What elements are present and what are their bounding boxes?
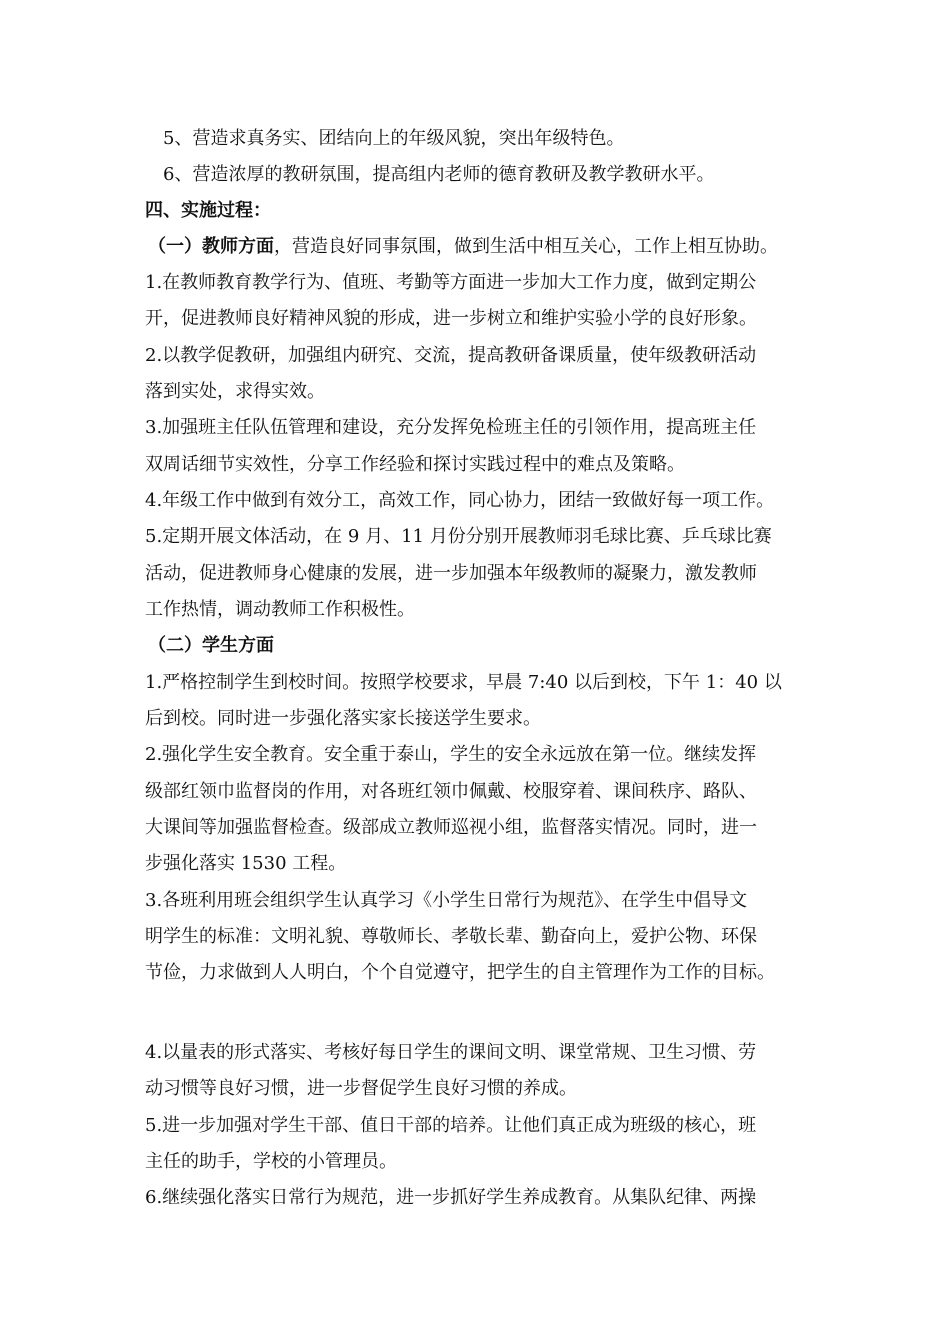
- goal-item-6: 6、营造浓厚的教研氛围，提高组内老师的德育教研及教学教研水平。: [163, 164, 715, 185]
- teacher-section-heading: [148, 233, 828, 261]
- student-item-4-line-1: 4.以量表的形式落实、考核好每日学生的课间文明、课堂常规、卫生习惯、劳: [145, 1042, 757, 1063]
- teacher-item-2-line-2: 落到实处，求得实效。: [145, 381, 325, 402]
- student-item-1-line-1: 1.严格控制学生到校时间。按照学校要求，早晨 7:40 以后到校，下午 1：40 以: [145, 672, 782, 693]
- student-item-6-line-1: 6.继续强化落实日常行为规范，进一步抓好学生养成教育。从集队纪律、两操: [145, 1187, 757, 1208]
- teacher-item-5-line-1: 5.定期开展文体活动，在 9 月、11 月份分别开展教师羽毛球比赛、乒乓球比赛: [145, 526, 772, 547]
- student-item-5-line-2: 主任的助手，学校的小管理员。: [145, 1151, 397, 1172]
- student-item-5-line-1: 5.进一步加强对学生干部、值日干部的培养。让他们真正成为班级的核心，班: [145, 1115, 757, 1136]
- student-item-3-line-1: 3.各班利用班会组织学生认真学习《小学生日常行为规范》、在学生中倡导文: [145, 890, 748, 911]
- teacher-item-1-line-2: 开，促进教师良好精神风貌的形成，进一步树立和维护实验小学的良好形象。: [145, 308, 757, 329]
- teacher-section-title: （一）教师方面: [148, 236, 274, 257]
- student-item-2-line-3: 大课间等加强监督检查。级部成立教师巡视小组，监督落实情况。同时，进一: [145, 817, 757, 838]
- student-section-heading: （二）学生方面: [148, 635, 274, 656]
- teacher-item-4: 4.年级工作中做到有效分工，高效工作，同心协力，团结一致做好每一项工作。: [145, 490, 775, 511]
- teacher-item-3-line-2: 双周话细节实效性，分享工作经验和探讨实践过程中的难点及策略。: [145, 454, 685, 475]
- goal-item-5: 5、营造求真务实、团结向上的年级风貌，突出年级特色。: [163, 128, 625, 149]
- student-item-2-line-1: 2.强化学生安全教育。安全重于泰山，学生的安全永远放在第一位。继续发挥: [145, 744, 757, 765]
- student-item-2-line-2: 级部红领巾监督岗的作用，对各班红领巾佩戴、校服穿着、课间秩序、路队、: [145, 781, 757, 802]
- student-item-4-line-2: 动习惯等良好习惯，进一步督促学生良好习惯的养成。: [145, 1078, 577, 1099]
- teacher-item-1-line-1: 1.在教师教育教学行为、值班、考勤等方面进一步加大工作力度，做到定期公: [145, 272, 757, 293]
- teacher-item-3-line-1: 3.加强班主任队伍管理和建设，充分发挥免检班主任的引领作用，提高班主任: [145, 417, 757, 438]
- teacher-item-5-line-3: 工作热情，调动教师工作积极性。: [145, 599, 415, 620]
- student-item-3-line-3: 节俭，力求做到人人明白，个个自觉遵守，把学生的自主管理作为工作的目标。: [145, 962, 775, 983]
- section-heading-implementation: 四、实施过程：: [145, 200, 271, 221]
- teacher-item-2-line-1: 2.以教学促教研，加强组内研究、交流，提高教研备课质量，使年级教研活动: [145, 345, 757, 366]
- student-item-3-line-2: 明学生的标准：文明礼貌、尊敬师长、孝敬长辈、勤奋向上，爱护公物、环保: [145, 926, 757, 947]
- student-item-1-line-2: 后到校。同时进一步强化落实家长接送学生要求。: [145, 708, 541, 729]
- teacher-section-intro: ，营造良好同事氛围，做到生活中相互关心，工作上相互协助。: [274, 236, 778, 257]
- student-item-2-line-4: 步强化落实 1530 工程。: [145, 853, 347, 874]
- teacher-item-5-line-2: 活动，促进教师身心健康的发展，进一步加强本年级教师的凝聚力，激发教师: [145, 563, 757, 584]
